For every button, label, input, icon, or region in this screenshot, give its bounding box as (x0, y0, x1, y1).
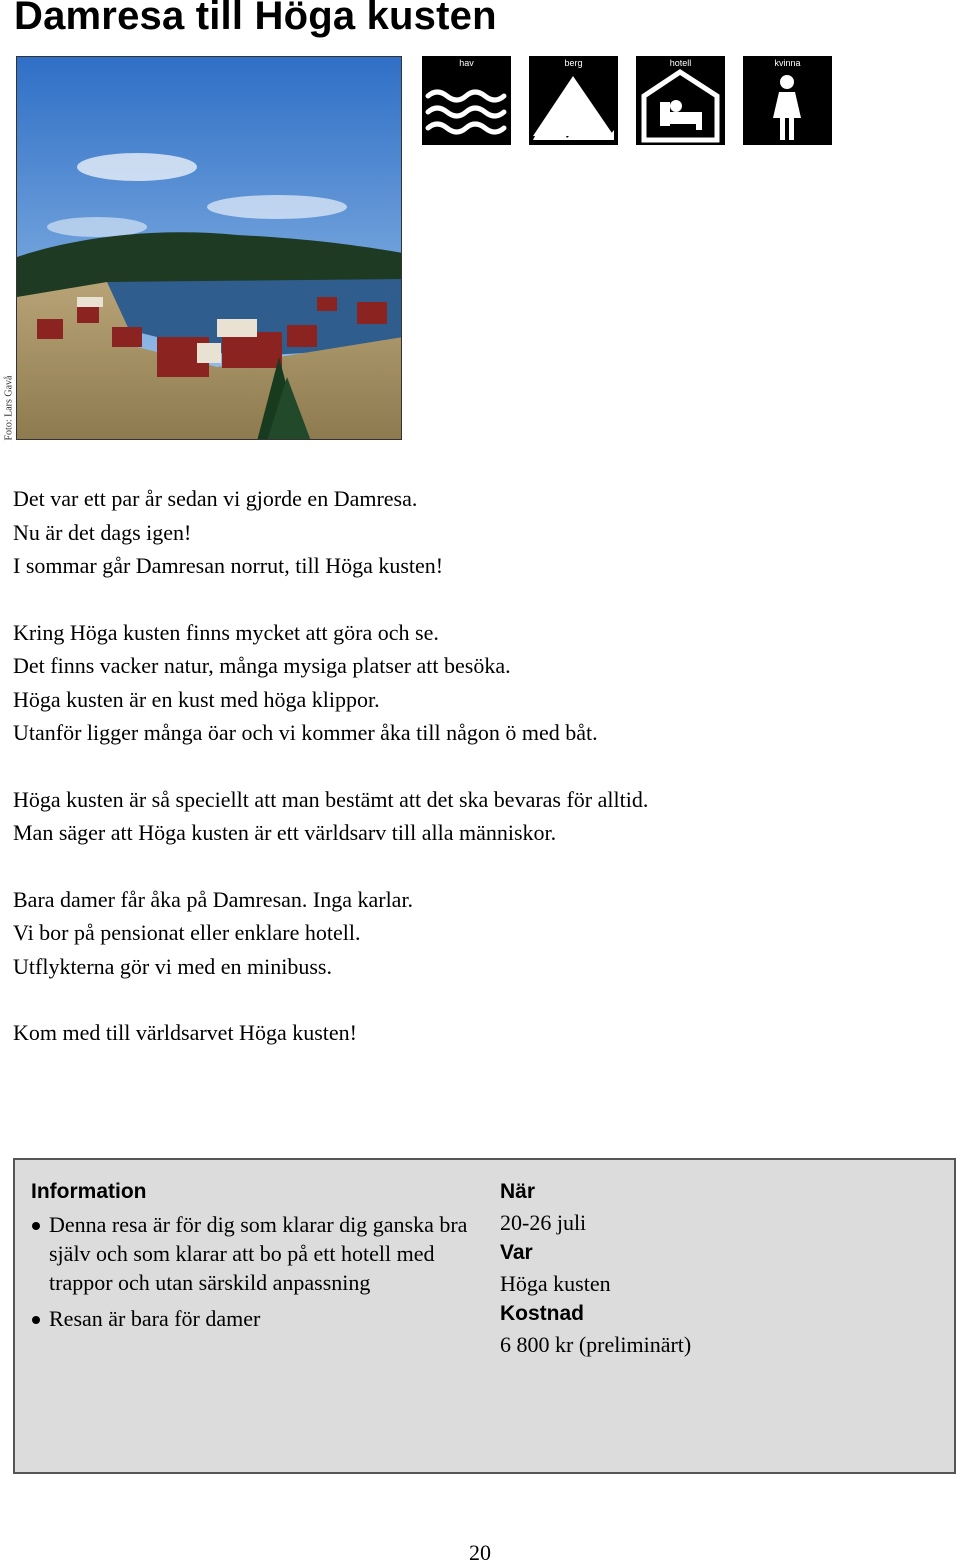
text-line: Höga kusten är en kust med höga klippor. (13, 686, 380, 712)
body-text (13, 482, 913, 1083)
info-box (13, 1158, 956, 1474)
info-bullet-list (31, 1210, 471, 1333)
icon-label: kvinna (774, 58, 801, 68)
icon-label: hotell (669, 58, 692, 68)
hotel-bed-icon (636, 56, 725, 145)
paragraph (13, 883, 913, 984)
page-number: 20 (469, 1540, 491, 1565)
paragraph (13, 616, 913, 750)
woman-icon (743, 56, 832, 145)
sea-waves-icon (422, 56, 511, 145)
text-line: Man säger att Höga kusten är ett världsarv till alla människor. (13, 820, 557, 845)
list-item: Resan är bara för damer (31, 1304, 471, 1333)
coastal-village-photo (16, 56, 402, 440)
photo-credit: Foto: Lars Gavå (3, 375, 15, 441)
text-line: Det var ett par år sedan vi gjorde en Damresa. (13, 486, 418, 511)
info-heading: Information (31, 1180, 147, 1203)
text-line: Vi bor på pensionat eller enklare hotell. (13, 920, 361, 945)
paragraph (13, 482, 913, 583)
page-title: Damresa till Höga kusten (14, 0, 497, 38)
when-label: När (500, 1180, 536, 1203)
paragraph (13, 1016, 913, 1050)
where-label: Var (500, 1241, 533, 1264)
paragraph (13, 783, 913, 850)
text-line: Höga kusten är så speciellt att man bestämt att det ska bevaras för alltid. (13, 786, 649, 812)
text-line: Nu är det dags igen! (13, 519, 192, 545)
icon-label: berg (564, 58, 583, 68)
mountain-icon (529, 56, 618, 145)
pictogram-row (422, 56, 832, 145)
where-value: Höga kusten (500, 1271, 611, 1296)
text-line: Utanför ligger många öar och vi kommer åka till någon ö med båt. (13, 720, 598, 745)
cost-value: 6 800 kr (preliminärt) (500, 1332, 692, 1357)
text-line: Kom med till världsarvet Höga kusten! (13, 1020, 357, 1045)
text-line: I sommar går Damresan norrut, till Höga kusten! (13, 553, 444, 578)
info-left-column (31, 1178, 471, 1340)
icon-label: hav (459, 58, 474, 68)
text-line: Bara damer får åka på Damresan. Inga karlar. (13, 886, 414, 912)
info-right-column (500, 1178, 920, 1361)
text-line: Utflykterna gör vi med en minibuss. (13, 953, 332, 979)
list-item: Denna resa är för dig som klarar dig ganska bra själv och som klarar att bo på ett hotell med trappor och utan särskild anpassning (31, 1210, 471, 1297)
cost-label: Kostnad (500, 1302, 584, 1325)
when-value: 20-26 juli (500, 1210, 587, 1235)
text-line: Kring Höga kusten finns mycket att göra och se. (13, 619, 439, 645)
text-line: Det finns vacker natur, många mysiga platser att besöka. (13, 653, 511, 678)
